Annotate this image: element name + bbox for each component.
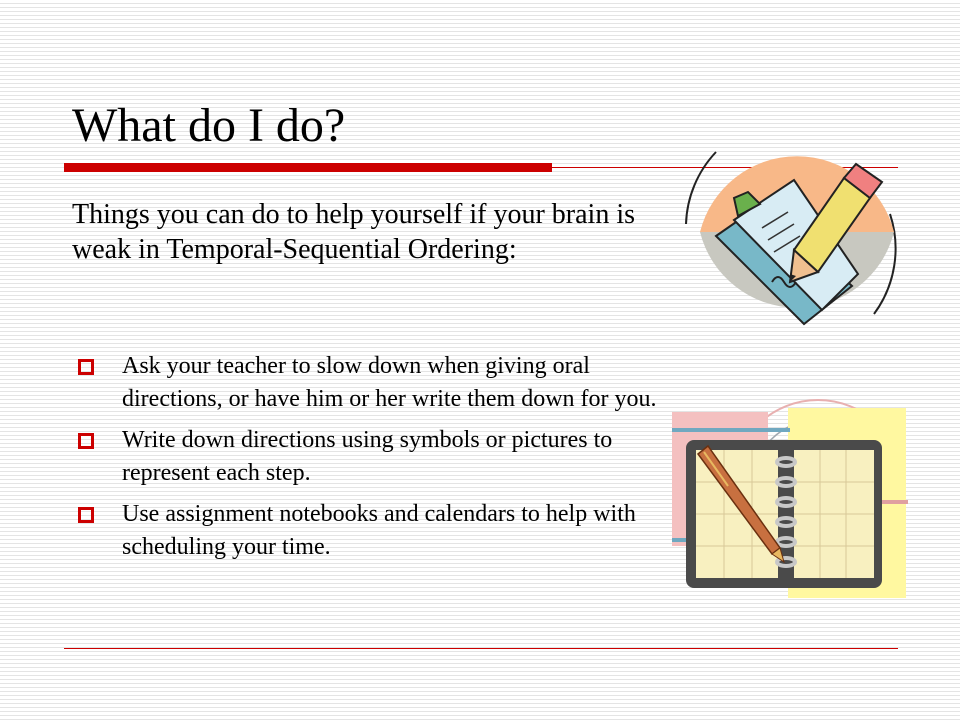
- slide-title: What do I do?: [72, 99, 346, 152]
- bullet-item: [72, 350, 662, 416]
- bullet-item: [72, 498, 662, 564]
- note-pencil-clipart: [676, 124, 906, 344]
- bullet-text: Ask your teacher to slow down when giving oral directions, or have him or her write them down for you.: [122, 353, 657, 412]
- planner-pen-clipart: [668, 398, 912, 604]
- square-bullet-icon: [78, 433, 94, 449]
- intro-text: Things you can do to help yourself if your brain is weak in Temporal-Sequential Ordering:: [72, 199, 636, 265]
- bullet-text: Use assignment notebooks and calendars to help with scheduling your time.: [122, 501, 636, 560]
- footer-divider-line: [64, 648, 898, 649]
- pencil-note-icon: [686, 152, 896, 324]
- square-bullet-icon: [78, 507, 94, 523]
- bullet-item: [72, 424, 662, 490]
- bullet-text: Write down directions using symbols or pictures to represent each step.: [122, 427, 613, 486]
- bullet-list: [72, 350, 662, 572]
- title-underline: [64, 163, 552, 172]
- square-bullet-icon: [78, 359, 94, 375]
- planner-icon: [672, 400, 908, 598]
